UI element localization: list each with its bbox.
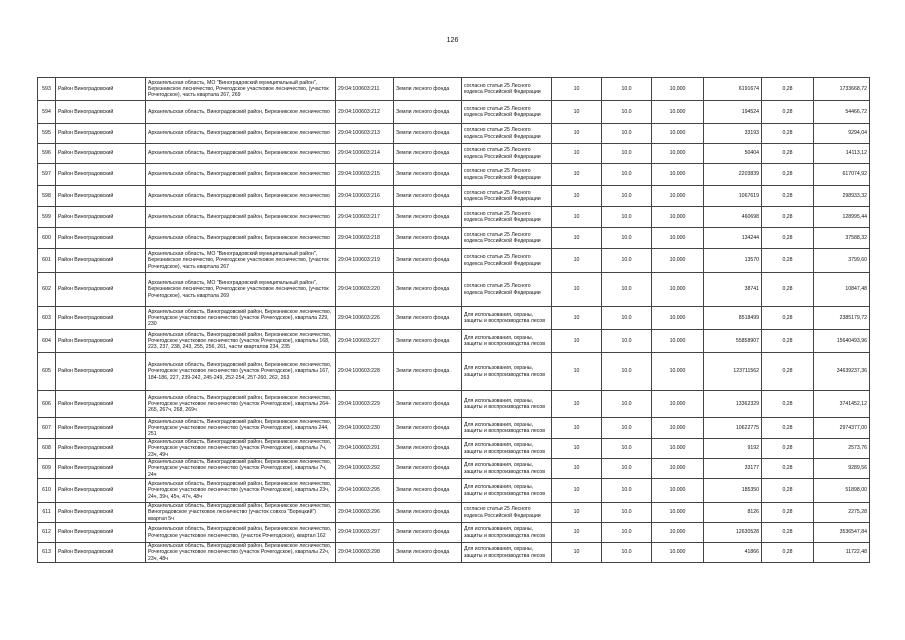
value-cell-3: 10.000	[652, 459, 704, 479]
area-cell: 6191674	[704, 78, 762, 101]
address-cell: Архангельская область, Виноградовский район, Березникское лесничество	[146, 101, 336, 124]
table-row	[38, 186, 870, 207]
value-cell-1: 10	[552, 207, 602, 228]
land-category-cell: Земли лесного фонда	[394, 523, 462, 543]
address-cell: Архангельская область, Виноградовский район, Березникское лесничество, Рочегодское участковое лесничество (участок Рочегодское), кварталы 7ч, 24ч	[146, 459, 336, 479]
area-cell: 2203839	[704, 164, 762, 186]
district-cell: Район Виноградовский	[56, 503, 146, 523]
area-cell: 41866	[704, 543, 762, 563]
value-cell-2: 10.0	[602, 307, 652, 330]
cadastral-number-cell: 29:04:100603:228	[336, 353, 394, 391]
row-number: 612	[38, 523, 56, 543]
table-row	[38, 101, 870, 124]
district-cell: Район Виноградовский	[56, 228, 146, 249]
address-cell: Архангельская область, Виноградовский район, Березникское лесничество, Рочегодское участковое лесничество (участок Рочегодское), квартала 229, 230	[146, 307, 336, 330]
value-cell-3: 10.000	[652, 307, 704, 330]
value-cell-1: 10	[552, 523, 602, 543]
tax-amount-cell: 2974377,00	[814, 418, 870, 439]
value-cell-1: 10	[552, 543, 602, 563]
rate-cell: 0,28	[762, 249, 814, 273]
value-cell-2: 10.0	[602, 330, 652, 353]
row-number: 602	[38, 273, 56, 307]
address-cell: Архангельская область, Виноградовский район, Березникское лесничество, Рочегодское участковое лесничество (участок Рочегодское), кварталы 22ч, 23ч, 48ч	[146, 543, 336, 563]
cadastral-number-cell: 29:04:100603:230	[336, 418, 394, 439]
cadastral-number-cell: 29:04:100603:291	[336, 439, 394, 459]
land-category-cell: Земли лесного фонда	[394, 228, 462, 249]
cadastral-number-cell: 29:04:100603:217	[336, 207, 394, 228]
rate-cell: 0,28	[762, 523, 814, 543]
rate-cell: 0,28	[762, 330, 814, 353]
land-category-cell: Земли лесного фонда	[394, 124, 462, 144]
land-category-cell: Земли лесного фонда	[394, 459, 462, 479]
value-cell-2: 10.0	[602, 459, 652, 479]
rate-cell: 0,28	[762, 503, 814, 523]
value-cell-2: 10.0	[602, 186, 652, 207]
district-cell: Район Виноградовский	[56, 249, 146, 273]
table-row	[38, 459, 870, 479]
area-cell: 33177	[704, 459, 762, 479]
area-cell: 38741	[704, 273, 762, 307]
district-cell: Район Виноградовский	[56, 391, 146, 418]
district-cell: Район Виноградовский	[56, 330, 146, 353]
row-number: 598	[38, 186, 56, 207]
legal-basis-cell: Для использования, охраны, защиты и воспроизводства лесов	[462, 391, 552, 418]
rate-cell: 0,28	[762, 459, 814, 479]
value-cell-2: 10.0	[602, 391, 652, 418]
district-cell: Район Виноградовский	[56, 459, 146, 479]
value-cell-3: 10.000	[652, 273, 704, 307]
area-cell: 13570	[704, 249, 762, 273]
value-cell-2: 10.0	[602, 273, 652, 307]
row-number: 613	[38, 543, 56, 563]
tax-amount-cell: 14113,12	[814, 144, 870, 164]
row-number: 610	[38, 479, 56, 503]
table-row	[38, 207, 870, 228]
rate-cell: 0,28	[762, 439, 814, 459]
value-cell-1: 10	[552, 307, 602, 330]
legal-basis-cell: Для использования, охраны, защиты и воспроизводства лесов	[462, 307, 552, 330]
area-cell: 1067619	[704, 186, 762, 207]
value-cell-2: 10.0	[602, 228, 652, 249]
district-cell: Район Виноградовский	[56, 144, 146, 164]
land-category-cell: Земли лесного фонда	[394, 144, 462, 164]
district-cell: Район Виноградовский	[56, 523, 146, 543]
table-row	[38, 353, 870, 391]
row-number: 606	[38, 391, 56, 418]
cadastral-number-cell: 29:04:100603:227	[336, 330, 394, 353]
cadastral-number-cell: 29:04:100603:212	[336, 101, 394, 124]
land-category-cell: Земли лесного фонда	[394, 543, 462, 563]
value-cell-3: 10.000	[652, 418, 704, 439]
land-category-cell: Земли лесного фонда	[394, 418, 462, 439]
tax-amount-cell: 128995,44	[814, 207, 870, 228]
value-cell-1: 10	[552, 479, 602, 503]
legal-basis-cell: согласно статьи 25 Лесного кодекса Российской Федерации	[462, 101, 552, 124]
value-cell-1: 10	[552, 330, 602, 353]
land-category-cell: Земли лесного фонда	[394, 249, 462, 273]
land-category-cell: Земли лесного фонда	[394, 479, 462, 503]
land-category-cell: Земли лесного фонда	[394, 391, 462, 418]
legal-basis-cell: согласно статьи 25 Лесного кодекса Российской Федерации	[462, 207, 552, 228]
tax-amount-cell: 9294,04	[814, 124, 870, 144]
address-cell: Архангельская область, Виноградовский район, Березникское лесничество, Рочегодское участковое лесничество (участок Рочегодское), кварталы 7ч, 23ч, 49ч	[146, 439, 336, 459]
cadastral-number-cell: 29:04:100603:298	[336, 543, 394, 563]
district-cell: Район Виноградовский	[56, 78, 146, 101]
rate-cell: 0,28	[762, 353, 814, 391]
value-cell-1: 10	[552, 249, 602, 273]
value-cell-3: 10.000	[652, 439, 704, 459]
district-cell: Район Виноградовский	[56, 124, 146, 144]
value-cell-2: 10.0	[602, 418, 652, 439]
row-number: 611	[38, 503, 56, 523]
district-cell: Район Виноградовский	[56, 543, 146, 563]
value-cell-2: 10.0	[602, 523, 652, 543]
row-number: 594	[38, 101, 56, 124]
cadastral-number-cell: 29:04:100603:214	[336, 144, 394, 164]
value-cell-2: 10.0	[602, 164, 652, 186]
value-cell-3: 10.000	[652, 353, 704, 391]
area-cell: 460698	[704, 207, 762, 228]
value-cell-1: 10	[552, 418, 602, 439]
address-cell: Архангельская область, Виноградовский район, Березникское лесничество, Рочегодское участковое лесничество (участок Рочегодское), кварталы 167, 184-186, 227, 239-242, 245-249, 252-254, 257-260, 262, 263	[146, 353, 336, 391]
value-cell-1: 10	[552, 186, 602, 207]
row-number: 595	[38, 124, 56, 144]
table-row	[38, 228, 870, 249]
value-cell-3: 10.000	[652, 164, 704, 186]
rate-cell: 0,28	[762, 273, 814, 307]
area-cell: 123711562	[704, 353, 762, 391]
table-row	[38, 124, 870, 144]
value-cell-3: 10.000	[652, 101, 704, 124]
district-cell: Район Виноградовский	[56, 273, 146, 307]
row-number: 596	[38, 144, 56, 164]
legal-basis-cell: Для использования, охраны, защиты и воспроизводства лесов	[462, 353, 552, 391]
value-cell-3: 10.000	[652, 78, 704, 101]
cadastral-number-cell: 29:04:100603:229	[336, 391, 394, 418]
tax-amount-cell: 1733668,72	[814, 78, 870, 101]
tax-amount-cell: 51898,00	[814, 479, 870, 503]
area-cell: 50404	[704, 144, 762, 164]
rate-cell: 0,28	[762, 391, 814, 418]
tax-amount-cell: 37588,32	[814, 228, 870, 249]
tax-amount-cell: 3536547,84	[814, 523, 870, 543]
district-cell: Район Виноградовский	[56, 439, 146, 459]
row-number: 600	[38, 228, 56, 249]
cadastral-number-cell: 29:04:100603:220	[336, 273, 394, 307]
row-number: 605	[38, 353, 56, 391]
address-cell: Архангельская область, Виноградовский район, Березникское лесничество, Рочегодское участковое лесничество (участок Рочегодское), квартала 244, 251	[146, 418, 336, 439]
value-cell-2: 10.0	[602, 144, 652, 164]
row-number: 609	[38, 459, 56, 479]
address-cell: Архангельская область, Виноградовский район, Березникское лесничество	[146, 164, 336, 186]
legal-basis-cell: согласно статьи 25 Лесного кодекса Российской Федерации	[462, 124, 552, 144]
table-row	[38, 479, 870, 503]
table-row	[38, 249, 870, 273]
value-cell-3: 10.000	[652, 124, 704, 144]
tax-amount-cell: 2385179,72	[814, 307, 870, 330]
rate-cell: 0,28	[762, 78, 814, 101]
address-cell: Архангельская область, Виноградовский район, Березникское лесничество	[146, 124, 336, 144]
tax-amount-cell: 54466,72	[814, 101, 870, 124]
address-cell: Архангельская область, Виноградовский район, Березникское лесничество, Рочегодское участковое лесничество, (участок Рочегодское), квартал 162	[146, 523, 336, 543]
value-cell-3: 10.000	[652, 503, 704, 523]
land-category-cell: Земли лесного фонда	[394, 78, 462, 101]
rate-cell: 0,28	[762, 207, 814, 228]
address-cell: Архангельская область, Виноградовский район, Березникское лесничество	[146, 186, 336, 207]
land-category-cell: Земли лесного фонда	[394, 503, 462, 523]
address-cell: Архангельская область, Виноградовский район, Березникское лесничество, Рочегодское участковое лесничество (участок Рочегодское), кварталы 264-265, 267ч, 268, 269ч	[146, 391, 336, 418]
area-cell: 185350	[704, 479, 762, 503]
land-category-cell: Земли лесного фонда	[394, 164, 462, 186]
cadastral-number-cell: 29:04:100603:226	[336, 307, 394, 330]
area-cell: 55858907	[704, 330, 762, 353]
tax-amount-cell: 3799,60	[814, 249, 870, 273]
row-number: 593	[38, 78, 56, 101]
rate-cell: 0,28	[762, 144, 814, 164]
table-body	[38, 78, 870, 563]
cadastral-number-cell: 29:04:100603:297	[336, 523, 394, 543]
cadastral-number-cell: 29:04:100603:296	[336, 503, 394, 523]
value-cell-2: 10.0	[602, 479, 652, 503]
land-category-cell: Земли лесного фонда	[394, 307, 462, 330]
row-number: 601	[38, 249, 56, 273]
value-cell-3: 10.000	[652, 330, 704, 353]
area-cell: 33193	[704, 124, 762, 144]
legal-basis-cell: согласно статьи 25 Лесного кодекса Российской Федерации	[462, 164, 552, 186]
row-number: 599	[38, 207, 56, 228]
value-cell-2: 10.0	[602, 249, 652, 273]
value-cell-3: 10.000	[652, 391, 704, 418]
value-cell-1: 10	[552, 164, 602, 186]
table-row	[38, 391, 870, 418]
cadastral-number-cell: 29:04:100603:292	[336, 459, 394, 479]
district-cell: Район Виноградовский	[56, 186, 146, 207]
land-category-cell: Земли лесного фонда	[394, 273, 462, 307]
value-cell-1: 10	[552, 78, 602, 101]
value-cell-3: 10.000	[652, 207, 704, 228]
legal-basis-cell: Для использования, охраны, защиты и воспроизводства лесов	[462, 543, 552, 563]
table-row	[38, 144, 870, 164]
district-cell: Район Виноградовский	[56, 101, 146, 124]
legal-basis-cell: Для использования, охраны, защиты и воспроизводства лесов	[462, 418, 552, 439]
row-number: 607	[38, 418, 56, 439]
tax-amount-cell: 298933,32	[814, 186, 870, 207]
cadastral-number-cell: 29:04:100603:295	[336, 479, 394, 503]
rate-cell: 0,28	[762, 479, 814, 503]
address-cell: Архангельская область, Виноградовский район, Березникское лесничество, Рочегодское участковое лесничество (участок Рочегодское), кварталы 23ч, 24ч, 39ч, 45ч, 47ч, 48ч	[146, 479, 336, 503]
row-number: 603	[38, 307, 56, 330]
value-cell-2: 10.0	[602, 207, 652, 228]
table-row	[38, 330, 870, 353]
table-row	[38, 78, 870, 101]
district-cell: Район Виноградовский	[56, 418, 146, 439]
value-cell-3: 10.000	[652, 186, 704, 207]
value-cell-2: 10.0	[602, 124, 652, 144]
value-cell-3: 10.000	[652, 144, 704, 164]
legal-basis-cell: Для использования, охраны, защиты и воспроизводства лесов	[462, 479, 552, 503]
value-cell-2: 10.0	[602, 543, 652, 563]
table-row	[38, 273, 870, 307]
rate-cell: 0,28	[762, 164, 814, 186]
tax-amount-cell: 617074,92	[814, 164, 870, 186]
land-category-cell: Земли лесного фонда	[394, 439, 462, 459]
district-cell: Район Виноградовский	[56, 207, 146, 228]
area-cell: 12630528	[704, 523, 762, 543]
legal-basis-cell: согласно статьи 25 Лесного кодекса Российской Федерации	[462, 249, 552, 273]
tax-amount-cell: 15640493,96	[814, 330, 870, 353]
land-register-table	[37, 77, 870, 563]
table-row	[38, 523, 870, 543]
cadastral-number-cell: 29:04:100603:218	[336, 228, 394, 249]
legal-basis-cell: Для использования, охраны, защиты и воспроизводства лесов	[462, 459, 552, 479]
cadastral-number-cell: 29:04:100603:213	[336, 124, 394, 144]
row-number: 604	[38, 330, 56, 353]
value-cell-1: 10	[552, 228, 602, 249]
row-number: 597	[38, 164, 56, 186]
value-cell-1: 10	[552, 503, 602, 523]
district-cell: Район Виноградовский	[56, 479, 146, 503]
tax-amount-cell: 2275,28	[814, 503, 870, 523]
area-cell: 13362329	[704, 391, 762, 418]
address-cell: Архангельская область, Виноградовский район, Березникское лесничество	[146, 144, 336, 164]
value-cell-2: 10.0	[602, 78, 652, 101]
address-cell: Архангельская область, Виноградовский район, Березникское лесничество, Рочегодское участковое лесничество (участок Рочегодское), кварталы 168, 223, 237, 238, 243, 255, 256, 261, части кварталов 234, 235	[146, 330, 336, 353]
cadastral-number-cell: 29:04:100603:211	[336, 78, 394, 101]
land-category-cell: Земли лесного фонда	[394, 353, 462, 391]
value-cell-2: 10.0	[602, 353, 652, 391]
rate-cell: 0,28	[762, 186, 814, 207]
value-cell-3: 10.000	[652, 228, 704, 249]
tax-amount-cell: 9289,56	[814, 459, 870, 479]
area-cell: 194524	[704, 101, 762, 124]
area-cell: 134244	[704, 228, 762, 249]
table-row	[38, 307, 870, 330]
value-cell-3: 10.000	[652, 543, 704, 563]
legal-basis-cell: Для использования, охраны, защиты и воспроизводства лесов	[462, 330, 552, 353]
rate-cell: 0,28	[762, 228, 814, 249]
row-number: 608	[38, 439, 56, 459]
rate-cell: 0,28	[762, 124, 814, 144]
table-row	[38, 418, 870, 439]
rate-cell: 0,28	[762, 307, 814, 330]
address-cell: Архангельская область, Виноградовский район, Березникское лесничество	[146, 228, 336, 249]
legal-basis-cell: согласно статьи 25 Лесного кодекса Российской Федерации	[462, 186, 552, 207]
tax-amount-cell: 11722,48	[814, 543, 870, 563]
address-cell: Архангельская область, Виноградовский район, Березникское лесничество	[146, 207, 336, 228]
tax-amount-cell: 34639237,36	[814, 353, 870, 391]
rate-cell: 0,28	[762, 543, 814, 563]
table-row	[38, 439, 870, 459]
table-row	[38, 503, 870, 523]
land-category-cell: Земли лесного фонда	[394, 330, 462, 353]
area-cell: 8126	[704, 503, 762, 523]
address-cell: Архангельская область, МО "Виноградовский муниципальный район", Березникское лесничество, Рочегодское участковое лесничество, (участок Рочегодское), часть квартала 269	[146, 273, 336, 307]
value-cell-1: 10	[552, 124, 602, 144]
table-row	[38, 543, 870, 563]
district-cell: Район Виноградовский	[56, 164, 146, 186]
cadastral-number-cell: 29:04:100603:215	[336, 164, 394, 186]
area-cell: 10622775	[704, 418, 762, 439]
value-cell-1: 10	[552, 144, 602, 164]
tax-amount-cell: 3741452,12	[814, 391, 870, 418]
legal-basis-cell: согласно статьи 25 Лесного кодекса Российской Федерации	[462, 273, 552, 307]
land-category-cell: Земли лесного фонда	[394, 186, 462, 207]
area-cell: 8518499	[704, 307, 762, 330]
tax-amount-cell: 10847,48	[814, 273, 870, 307]
cadastral-number-cell: 29:04:100603:216	[336, 186, 394, 207]
table-row	[38, 164, 870, 186]
value-cell-3: 10.000	[652, 523, 704, 543]
legal-basis-cell: согласно статьи 25 Лесного кодекса Российской Федерации	[462, 144, 552, 164]
legal-basis-cell: согласно статьи 25 Лесного кодекса Российской Федерации	[462, 228, 552, 249]
rate-cell: 0,28	[762, 101, 814, 124]
value-cell-1: 10	[552, 459, 602, 479]
value-cell-2: 10.0	[602, 503, 652, 523]
address-cell: Архангельская область, МО "Виноградовский муниципальный район", Березникское лесничество, Рочегодское участковое лесничество, (участок Рочегодское), часть квартала 267	[146, 249, 336, 273]
value-cell-2: 10.0	[602, 439, 652, 459]
land-category-cell: Земли лесного фонда	[394, 101, 462, 124]
value-cell-1: 10	[552, 273, 602, 307]
page-number: 126	[446, 37, 459, 44]
address-cell: Архангельская область, МО "Виноградовский муниципальный район", Березникское лесничество, Рочегодское участковое лесничество, (участок Рочегодское), часть квартала 267, 269	[146, 78, 336, 101]
rate-cell: 0,28	[762, 418, 814, 439]
legal-basis-cell: согласно статьи 25 Лесного кодекса Российской Федерации	[462, 78, 552, 101]
legal-basis-cell: согласно статьи 25 Лесного кодекса Российской Федерации	[462, 503, 552, 523]
address-cell: Архангельская область, Виноградовский район, Березникское лесничество, Виноградовское участковое лесничество (участок совхоз "Борецкий") квартал 5ч	[146, 503, 336, 523]
value-cell-1: 10	[552, 391, 602, 418]
value-cell-1: 10	[552, 353, 602, 391]
district-cell: Район Виноградовский	[56, 353, 146, 391]
district-cell: Район Виноградовский	[56, 307, 146, 330]
land-category-cell: Земли лесного фонда	[394, 207, 462, 228]
legal-basis-cell: Для использования, охраны, защиты и воспроизводства лесов	[462, 523, 552, 543]
area-cell: 9192	[704, 439, 762, 459]
cadastral-number-cell: 29:04:100603:219	[336, 249, 394, 273]
value-cell-3: 10.000	[652, 479, 704, 503]
value-cell-1: 10	[552, 439, 602, 459]
value-cell-1: 10	[552, 101, 602, 124]
legal-basis-cell: Для использования, охраны, защиты и воспроизводства лесов	[462, 439, 552, 459]
tax-amount-cell: 2573,76	[814, 439, 870, 459]
value-cell-3: 10.000	[652, 249, 704, 273]
value-cell-2: 10.0	[602, 101, 652, 124]
